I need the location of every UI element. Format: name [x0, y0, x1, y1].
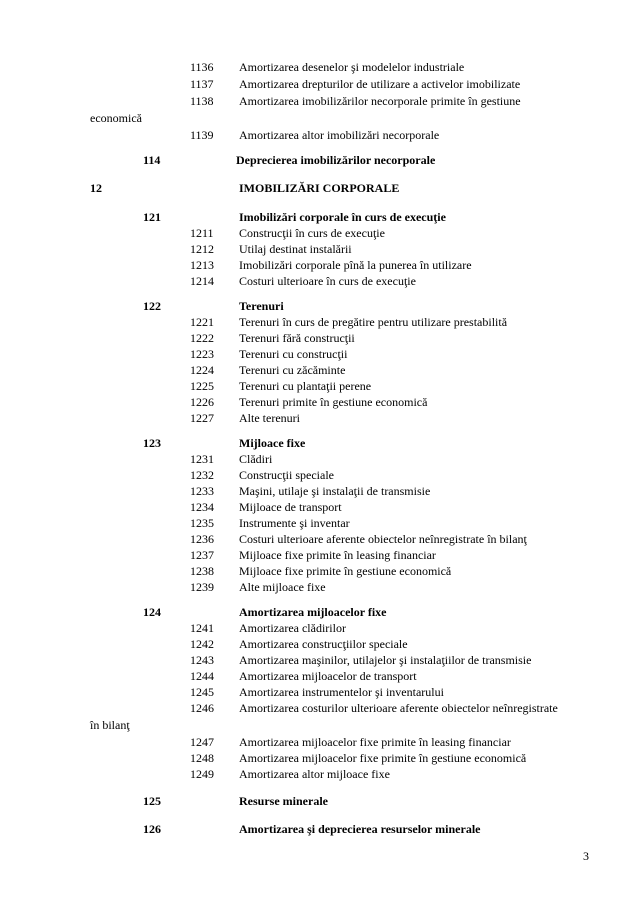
- account-name: Imobilizări corporale pînă la punerea în utilizare: [239, 258, 472, 272]
- account-group-code: 123: [143, 436, 161, 450]
- account-code: 1245: [190, 685, 214, 699]
- continuation-text: în bilanţ: [90, 718, 130, 732]
- account-name: IMOBILIZĂRI CORPORALE: [239, 181, 400, 195]
- account-name: Amortizarea şi deprecierea resurselor minerale: [239, 822, 481, 836]
- account-code: 1248: [190, 751, 214, 765]
- account-code: 1214: [190, 274, 214, 288]
- account-name: Amortizarea mijloacelor fixe primite în leasing financiar: [239, 735, 511, 749]
- account-name: Utilaj destinat instalării: [239, 242, 352, 256]
- account-name: Amortizarea desenelor şi modelelor industriale: [239, 60, 465, 74]
- account-code: 1243: [190, 653, 214, 667]
- account-name: Amortizarea construcţiilor speciale: [239, 637, 408, 651]
- account-name: Terenuri: [239, 299, 284, 313]
- account-name: Terenuri cu zăcăminte: [239, 363, 346, 377]
- account-name: Amortizarea mijloacelor fixe: [239, 605, 387, 619]
- account-name: Mijloace de transport: [239, 500, 342, 514]
- account-name: Amortizarea maşinilor, utilajelor şi instalaţiilor de transmisie: [239, 653, 532, 667]
- account-name: Mijloace fixe primite în gestiune economică: [239, 564, 452, 578]
- account-code: 1234: [190, 500, 214, 514]
- account-name: Maşini, utilaje şi instalaţii de transmisie: [239, 484, 431, 498]
- account-code: 1249: [190, 767, 214, 781]
- account-name: Clădiri: [239, 452, 273, 466]
- account-name: Instrumente şi inventar: [239, 516, 350, 530]
- account-name: Amortizarea mijloacelor fixe primite în gestiune economică: [239, 751, 527, 765]
- account-name: Amortizarea altor mijloace fixe: [239, 767, 390, 781]
- account-name: Amortizarea imobilizărilor necorporale primite în gestiune: [239, 94, 521, 108]
- account-group-code: 114: [143, 153, 161, 167]
- account-code: 1221: [190, 315, 214, 329]
- account-name: Amortizarea mijloacelor de transport: [239, 669, 417, 683]
- account-code: 1211: [190, 226, 214, 240]
- account-name: Construcţii speciale: [239, 468, 334, 482]
- account-group-code: 125: [143, 794, 161, 808]
- account-code: 1222: [190, 331, 214, 345]
- account-name: Deprecierea imobilizărilor necorporale: [236, 153, 436, 167]
- account-name: Amortizarea costurilor ulterioare aferente obiectelor neînregistrate: [239, 701, 558, 715]
- account-name: Amortizarea clădirilor: [239, 621, 346, 635]
- account-name: Amortizarea instrumentelor şi inventarului: [239, 685, 444, 699]
- account-name: Amortizarea drepturilor de utilizare a activelor imobilizate: [239, 77, 521, 91]
- account-name: Imobilizări corporale în curs de execuţie: [239, 210, 446, 224]
- account-code: 1233: [190, 484, 214, 498]
- account-code: 1236: [190, 532, 214, 546]
- continuation-text: economică: [90, 111, 142, 125]
- account-name: Terenuri cu construcţii: [239, 347, 348, 361]
- account-name: Alte mijloace fixe: [239, 580, 326, 594]
- account-code: 1136: [190, 60, 214, 74]
- account-code: 1235: [190, 516, 214, 530]
- account-code: 1232: [190, 468, 214, 482]
- account-group-code: 124: [143, 605, 161, 619]
- account-name: Mijloace fixe: [239, 436, 306, 450]
- account-code: 1227: [190, 411, 214, 425]
- account-name: Construcţii în curs de execuţie: [239, 226, 385, 240]
- account-name: Resurse minerale: [239, 794, 328, 808]
- account-code: 1213: [190, 258, 214, 272]
- account-code: 1137: [190, 77, 214, 91]
- account-code: 1231: [190, 452, 214, 466]
- account-group-code: 122: [143, 299, 161, 313]
- account-name: Mijloace fixe primite în leasing financiar: [239, 548, 436, 562]
- account-code: 1247: [190, 735, 214, 749]
- account-class-code: 12: [90, 181, 102, 195]
- account-name: Terenuri cu plantaţii perene: [239, 379, 372, 393]
- account-code: 1139: [190, 128, 214, 142]
- account-code: 1237: [190, 548, 214, 562]
- account-code: 1226: [190, 395, 214, 409]
- account-name: Terenuri în curs de pregătire pentru utilizare prestabilită: [239, 315, 508, 329]
- account-group-code: 126: [143, 822, 161, 836]
- account-code: 1246: [190, 701, 214, 715]
- account-code: 1225: [190, 379, 214, 393]
- account-name: Terenuri primite în gestiune economică: [239, 395, 428, 409]
- account-code: 1239: [190, 580, 214, 594]
- account-code: 1244: [190, 669, 214, 683]
- account-name: Alte terenuri: [239, 411, 300, 425]
- account-code: 1242: [190, 637, 214, 651]
- account-code: 1238: [190, 564, 214, 578]
- account-code: 1224: [190, 363, 214, 377]
- account-name: Costuri ulterioare în curs de execuţie: [239, 274, 416, 288]
- account-code: 1138: [190, 94, 214, 108]
- account-group-code: 121: [143, 210, 161, 224]
- account-code: 1241: [190, 621, 214, 635]
- account-code: 1223: [190, 347, 214, 361]
- account-name: Amortizarea altor imobilizări necorporale: [239, 128, 440, 142]
- account-code: 1212: [190, 242, 214, 256]
- page-number: 3: [583, 849, 589, 863]
- account-name: Costuri ulterioare aferente obiectelor neînregistrate în bilanţ: [239, 532, 527, 546]
- account-name: Terenuri fără construcţii: [239, 331, 355, 345]
